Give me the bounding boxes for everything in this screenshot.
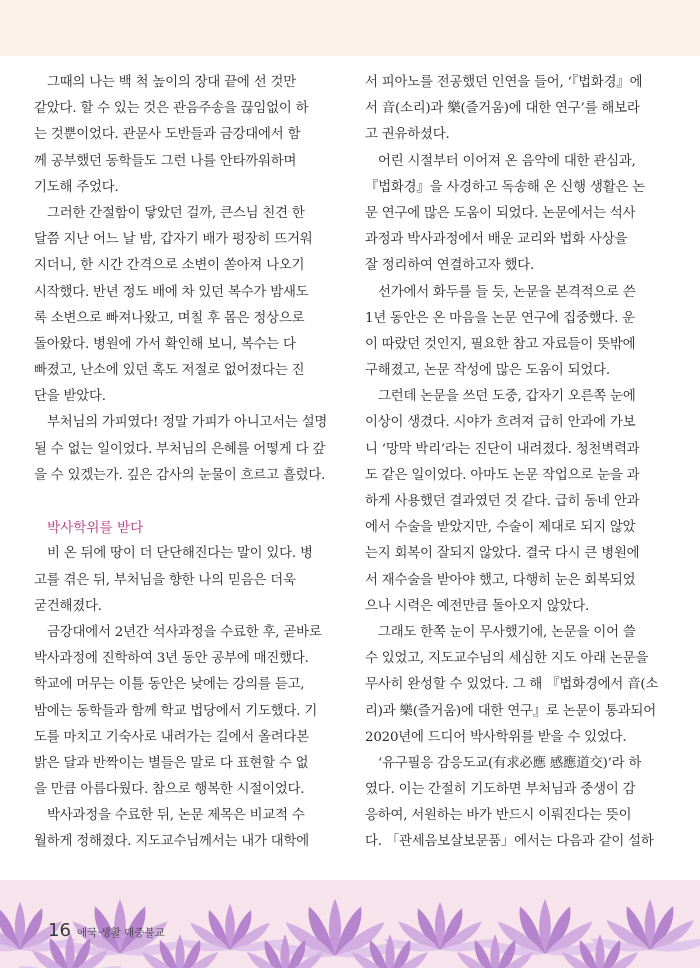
section-subheading: 박사학위를 받다 (47, 520, 144, 537)
text-line: 서 피아노를 전공했던 인연을 들어, ‘『법화경』에 (365, 75, 643, 90)
text-line: 2020년에 드디어 박사학위를 받을 수 있었다. (365, 729, 627, 745)
text-line: 서 音(소리)과 樂(즐거움)에 대한 연구’를 해보라 (365, 101, 640, 117)
text-line: 1년 동안은 온 마음을 논문 연구에 집중했다. 운 (365, 310, 636, 326)
text-line: 지더니, 한 시간 간격으로 소변이 쏟아져 나오기 (34, 258, 305, 274)
left-column (34, 70, 334, 856)
text-line: 선가에서 화두를 들 듯, 논문을 본격적으로 쓴 (378, 284, 636, 300)
text-line: 께 공부했던 동학들도 그런 나를 안타까워하며 (34, 153, 297, 169)
text-line: 될 수 없는 일이었다. 부처님의 은혜를 어떻게 다 갚 (34, 441, 326, 457)
text-line: 는지 회복이 잘되지 않았다. 결국 다시 큰 병원에 (365, 546, 640, 562)
text-line: ‘유구필응 감응도교(有求必應 感應道交)’라 하 (378, 755, 642, 771)
text-line: 에서 수술을 받았지만, 수술이 제대로 되지 않았 (365, 520, 636, 536)
text-line: 무사히 완성할 수 있었다. 그 해 『법화경에서 音(소 (365, 677, 659, 693)
text-line: 그래도 한쪽 눈이 무사했기에, 논문을 이어 쓸 (378, 624, 636, 640)
text-line: 하게 사용했던 결과였던 것 같다. 급히 동네 안과 (365, 494, 640, 509)
text-line: 는 것뿐이었다. 관문사 도반들과 금강대에서 함 (34, 127, 301, 143)
page-number: 16 (48, 920, 71, 941)
text-line: 고 권유하셨다. (365, 127, 450, 143)
text-line: 부처님의 가피였다! 정말 가피가 아니고서는 설명 (47, 415, 328, 431)
text-line: 금강대에서 2년간 석사과정을 수료한 후, 곧바로 (47, 624, 322, 640)
text-line: 같았다. 할 수 있는 것은 관음주송을 끊임없이 하 (34, 101, 309, 117)
text-line: 빠졌고, 난소에 있던 혹도 저절로 없어졌다는 진 (34, 363, 305, 379)
text-line: 밤에는 동학들과 함께 학교 법당에서 기도했다. 기 (34, 703, 318, 719)
text-line: 이상이 생겼다. 시야가 흐려져 급히 안과에 가보 (365, 415, 636, 431)
text-line: 수 있었고, 지도교수님의 세심한 지도 아래 논문을 (365, 651, 649, 667)
text-line: 월하게 정해졌다. 지도교수님께서는 내가 대학에 (34, 834, 309, 850)
text-line: 돌아왔다. 병원에 가서 확인해 보니, 복수는 다 (34, 336, 296, 352)
text-line: 박사과정에 진학하여 3년 동안 공부에 매진했다. (34, 651, 309, 667)
text-line: 단을 받았다. (34, 389, 106, 405)
text-line: 시작했다. 반년 정도 배에 차 있던 복수가 밤새도 (34, 284, 309, 300)
text-line: 문 연구에 많은 도움이 되었다. 논문에서는 석사 (365, 205, 636, 221)
text-line: 『법화경』을 사경하고 독송해 온 신행 생활은 논 (365, 179, 645, 195)
text-line: 구해졌고, 논문 작성에 많은 도움이 되었다. (365, 363, 610, 379)
text-line: 다. 「관세음보살보문품」에서는 다음과 같이 설하 (365, 834, 654, 850)
text-line: 니 ‘망막 박리’라는 진단이 내려졌다. 청천벽력과 (365, 441, 640, 457)
text-line: 을 만큼 아름다웠다. 참으로 행복한 시절이었다. (34, 782, 305, 798)
text-line: 으나 시력은 예전만큼 돌아오지 않았다. (365, 598, 590, 614)
text-line: 비 온 뒤에 땅이 더 단단해진다는 말이 있다. 병 (47, 546, 313, 562)
text-line: 그러한 간절함이 닿았던 걸까, 큰스님 친견 한 (47, 205, 305, 221)
text-line: 어린 시절부터 이어져 온 음악에 대한 관심과, (378, 153, 636, 169)
text-line: 기도해 주었다. (34, 179, 119, 195)
text-line: 였다. 이는 간절히 기도하면 부처님과 중생이 감 (365, 782, 636, 798)
text-line: 과정과 박사과정에서 배운 교리와 법화 사상을 (365, 232, 628, 248)
text-line: 그때의 나는 백 척 높이의 장대 끝에 선 것만 (47, 75, 296, 90)
text-line: 밝은 달과 반짝이는 별들은 말로 다 표현할 수 없 (34, 755, 309, 771)
text-line: 을 수 있겠는가. 깊은 감사의 눈물이 흐르고 흘렀다. (34, 467, 326, 483)
text-line: 이 따랐던 것인지, 필요한 참고 자료들이 뜻밖에 (365, 336, 636, 352)
text-line: 학교에 머무는 이틀 동안은 낮에는 강의를 듣고, (34, 677, 305, 693)
text-line: 달쯤 지난 어느 날 밤, 갑자기 배가 펑장히 뜨거워 (34, 232, 313, 248)
text-line: 도를 마치고 기숙사로 내려가는 길에서 올려다본 (34, 729, 309, 745)
text-line: 응하여, 서원하는 바가 반드시 이뤄진다는 뜻이 (365, 808, 632, 824)
text-line: 박사과정을 수료한 뒤, 논문 제목은 비교적 수 (47, 808, 305, 824)
text-line: 록 소변으로 빠져나왔고, 며칠 후 몸은 정상으로 (34, 310, 305, 326)
page-folio (48, 920, 165, 944)
text-line: 리)과 樂(즐거움)에 대한 연구』로 논문이 통과되어 (365, 703, 656, 719)
spacer (34, 489, 334, 515)
text-line: 굳건해졌다. (34, 598, 102, 614)
text-line: 도 같은 일이었다. 아마도 논문 작업으로 눈을 과 (365, 467, 640, 483)
text-line: 그런데 논문을 쓰던 도중, 갑자기 오른쪽 눈에 (378, 389, 636, 405)
right-column (365, 70, 665, 856)
text-line: 서 재수술을 받아야 했고, 다행히 눈은 회복되었 (365, 572, 636, 588)
text-line: 잘 정리하여 연결하고자 했다. (365, 258, 535, 274)
magazine-name: 애국·생활 대중불교 (76, 927, 165, 939)
text-line: 고를 겪은 뒤, 부처님을 향한 나의 믿음은 더욱 (34, 572, 296, 588)
top-band (0, 0, 700, 56)
